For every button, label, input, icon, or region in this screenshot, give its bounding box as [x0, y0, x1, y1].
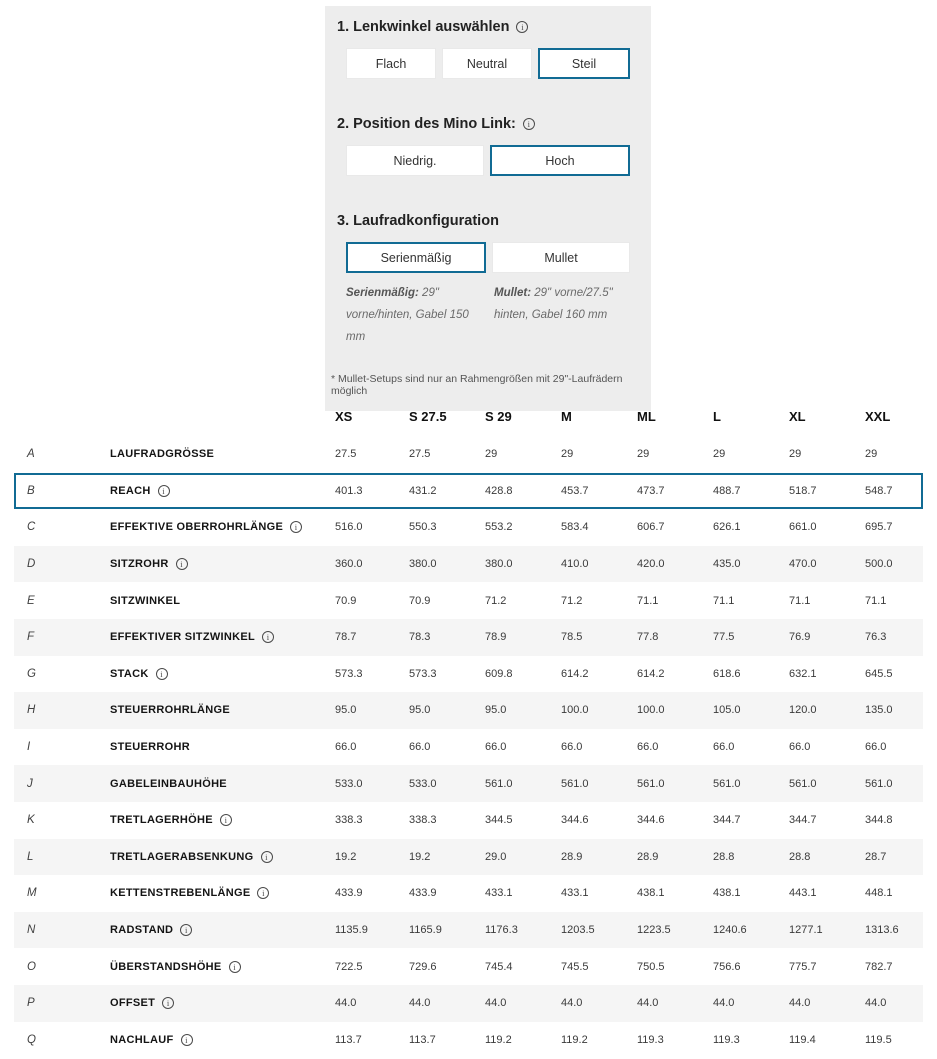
row-letter: O — [27, 960, 36, 973]
geometry-table — [14, 396, 923, 1058]
section-title-text: 1. Lenkwinkel auswählen — [337, 19, 510, 35]
table-row-effektiver-sitzwinkel[interactable] — [14, 619, 923, 656]
cell-value: 29.0 — [485, 850, 507, 863]
cell-value: 28.8 — [789, 850, 811, 863]
row-letter: C — [27, 521, 36, 534]
cell-value: 756.6 — [713, 960, 741, 973]
table-row-laufradgr-sse[interactable] — [14, 436, 923, 473]
cell-value: 470.0 — [789, 558, 817, 571]
cell-value: 119.5 — [865, 1033, 892, 1046]
info-icon[interactable]: i — [220, 814, 232, 826]
info-icon[interactable]: i — [257, 887, 269, 899]
cell-value: 722.5 — [335, 960, 363, 973]
table-row-radstand[interactable] — [14, 912, 923, 949]
option-button-niedrig[interactable]: Niedrig. — [346, 145, 484, 176]
size-column-header-ml: ML — [637, 408, 656, 424]
option-button-hoch[interactable]: Hoch — [490, 145, 630, 176]
cell-value: 29 — [789, 448, 802, 461]
size-column-header-xs: XS — [335, 408, 353, 424]
cell-value: 344.6 — [637, 814, 665, 827]
cell-value: 19.2 — [409, 850, 431, 863]
cell-value: 745.5 — [561, 960, 589, 973]
cell-value: 550.3 — [409, 521, 437, 534]
cell-value: 119.2 — [561, 1033, 588, 1046]
config-section-1 — [325, 19, 651, 79]
cell-value: 614.2 — [561, 667, 589, 680]
row-label — [110, 668, 335, 680]
cell-value: 433.9 — [335, 887, 363, 900]
cell-value: 344.8 — [865, 814, 893, 827]
info-icon[interactable]: i — [229, 961, 241, 973]
cell-value: 606.7 — [637, 521, 665, 534]
cell-value: 645.5 — [865, 667, 893, 680]
cell-value: 71.1 — [713, 594, 735, 607]
row-label — [110, 778, 335, 790]
table-row-gabeleinbauh-he[interactable] — [14, 765, 923, 802]
cell-value: 729.6 — [409, 960, 437, 973]
cell-value: 78.9 — [485, 631, 507, 644]
cell-value: 344.5 — [485, 814, 513, 827]
section-title-text: 2. Position des Mino Link: — [337, 116, 516, 132]
row-label-text: EFFEKTIVE OBERROHRLÄNGE — [110, 521, 284, 534]
option-button-flach[interactable]: Flach — [346, 48, 436, 79]
table-row-kettenstrebenl-nge[interactable] — [14, 875, 923, 912]
table-row-tretlagerh-he[interactable] — [14, 802, 923, 839]
cell-value: 44.0 — [335, 997, 357, 1010]
cell-value: 561.0 — [561, 777, 589, 790]
geometry-config-panel — [325, 6, 651, 411]
size-column-header-xl: XL — [789, 408, 806, 424]
row-letter: I — [27, 741, 31, 754]
cell-value: 44.0 — [561, 997, 583, 1010]
table-row-steuerrohr[interactable] — [14, 729, 923, 766]
table-row-steuerrohrl-nge[interactable] — [14, 692, 923, 729]
cell-value: 338.3 — [409, 814, 437, 827]
option-button-steil[interactable]: Steil — [538, 48, 630, 79]
cell-value: 28.9 — [561, 850, 583, 863]
cell-value: 533.0 — [335, 777, 363, 790]
cell-value: 661.0 — [789, 521, 817, 534]
cell-value: 119.2 — [485, 1033, 512, 1046]
config-section-3 — [325, 213, 651, 348]
row-label — [110, 1034, 335, 1046]
cell-value: 29 — [561, 448, 574, 461]
cell-value: 119.3 — [637, 1033, 664, 1046]
description-lead: Mullet: — [494, 287, 532, 299]
cell-value: 135.0 — [865, 704, 893, 717]
cell-value: 344.7 — [789, 814, 817, 827]
section-title — [337, 19, 637, 35]
row-label — [110, 887, 335, 899]
row-label-text: LAUFRADGRÖSSE — [110, 448, 215, 461]
table-row-offset[interactable] — [14, 985, 923, 1022]
cell-value: 745.4 — [485, 960, 513, 973]
info-icon[interactable]: i — [261, 851, 273, 863]
cell-value: 609.8 — [485, 667, 513, 680]
cell-value: 44.0 — [713, 997, 735, 1010]
info-icon[interactable]: i — [162, 997, 174, 1009]
cell-value: 428.8 — [485, 484, 513, 497]
row-letter: A — [27, 448, 35, 461]
table-row-berstandsh-he[interactable] — [14, 948, 923, 985]
cell-value: 78.7 — [335, 631, 357, 644]
row-letter: P — [27, 997, 35, 1010]
cell-value: 66.0 — [789, 741, 811, 754]
row-label-text: GABELEINBAUHÖHE — [110, 777, 227, 790]
cell-value: 435.0 — [713, 558, 741, 571]
size-column-header-xxl: XXL — [865, 408, 891, 424]
cell-value: 76.9 — [789, 631, 811, 644]
cell-value: 782.7 — [865, 960, 893, 973]
cell-value: 70.9 — [335, 594, 357, 607]
cell-value: 66.0 — [865, 741, 887, 754]
row-label-text: ÜBERSTANDSHÖHE — [110, 960, 222, 973]
cell-value: 19.2 — [335, 850, 357, 863]
row-label — [110, 704, 335, 716]
row-letter: K — [27, 814, 35, 827]
option-button-serienm-ig[interactable]: Serienmäßig — [346, 242, 486, 273]
cell-value: 105.0 — [713, 704, 741, 717]
cell-value: 500.0 — [865, 558, 893, 571]
cell-value: 380.0 — [409, 558, 437, 571]
row-label — [110, 595, 335, 607]
row-label-text: REACH — [110, 484, 151, 497]
cell-value: 27.5 — [335, 448, 357, 461]
cell-value: 344.7 — [713, 814, 741, 827]
cell-value: 29 — [865, 448, 878, 461]
row-label — [110, 814, 335, 826]
table-row-stack[interactable] — [14, 656, 923, 693]
cell-value: 100.0 — [637, 704, 665, 717]
cell-value: 44.0 — [485, 997, 507, 1010]
cell-value: 516.0 — [335, 521, 363, 534]
table-row-reach[interactable] — [14, 473, 923, 510]
row-letter: D — [27, 558, 36, 571]
cell-value: 344.6 — [561, 814, 589, 827]
row-label — [110, 961, 335, 973]
option-group — [346, 48, 630, 79]
cell-value: 28.7 — [865, 850, 887, 863]
cell-value: 66.0 — [713, 741, 735, 754]
row-label-text: OFFSET — [110, 997, 156, 1010]
cell-value: 533.0 — [409, 777, 437, 790]
row-label-text: EFFEKTIVER SITZWINKEL — [110, 631, 256, 644]
cell-value: 1165.9 — [409, 924, 442, 937]
cell-value: 433.1 — [561, 887, 589, 900]
info-icon[interactable]: i — [158, 485, 170, 497]
cell-value: 438.1 — [637, 887, 665, 900]
cell-value: 120.0 — [789, 704, 817, 717]
cell-value: 360.0 — [335, 558, 363, 571]
info-icon[interactable]: i — [523, 118, 535, 130]
cell-value: 473.7 — [637, 484, 665, 497]
table-row-sitzrohr[interactable] — [14, 546, 923, 583]
row-letter: G — [27, 667, 36, 680]
info-icon[interactable]: i — [176, 558, 188, 570]
cell-value: 1223.5 — [637, 924, 671, 937]
cell-value: 95.0 — [485, 704, 507, 717]
cell-value: 27.5 — [409, 448, 431, 461]
option-descriptions — [346, 282, 630, 348]
size-column-header-m: M — [561, 408, 572, 424]
cell-value: 66.0 — [485, 741, 507, 754]
description-lead: Serienmäßig: — [346, 287, 419, 299]
row-label — [110, 448, 335, 460]
cell-value: 29 — [485, 448, 498, 461]
cell-value: 71.2 — [485, 594, 507, 607]
option-description: Serienmäßig: 29" vorne/hinten, Gabel 150 mm — [346, 287, 469, 343]
cell-value: 573.3 — [409, 667, 437, 680]
row-letter: H — [27, 704, 36, 717]
info-icon[interactable]: i — [180, 924, 192, 936]
row-letter: M — [27, 887, 37, 900]
row-label — [110, 558, 335, 570]
cell-value: 626.1 — [713, 521, 741, 534]
cell-value: 95.0 — [409, 704, 431, 717]
cell-value: 488.7 — [713, 484, 741, 497]
table-row-nachlauf[interactable] — [14, 1022, 923, 1059]
cell-value: 453.7 — [561, 484, 589, 497]
row-letter: L — [27, 850, 34, 863]
cell-value: 66.0 — [335, 741, 357, 754]
cell-value: 614.2 — [637, 667, 665, 680]
row-label-text: SITZWINKEL — [110, 594, 181, 607]
cell-value: 431.2 — [409, 484, 437, 497]
section-title — [337, 213, 637, 229]
cell-value: 553.2 — [485, 521, 513, 534]
cell-value: 78.3 — [409, 631, 431, 644]
option-description: Mullet: 29" vorne/27.5" hinten, Gabel 160 mm — [494, 287, 613, 321]
cell-value: 95.0 — [335, 704, 357, 717]
cell-value: 1240.6 — [713, 924, 747, 937]
info-icon[interactable]: i — [290, 521, 302, 533]
row-label — [110, 851, 335, 863]
cell-value: 71.1 — [789, 594, 811, 607]
row-label — [110, 485, 335, 497]
option-button-mullet[interactable]: Mullet — [492, 242, 630, 273]
cell-value: 44.0 — [637, 997, 659, 1010]
size-header-row — [14, 396, 923, 436]
row-label — [110, 521, 335, 533]
info-icon[interactable]: i — [156, 668, 168, 680]
cell-value: 561.0 — [485, 777, 513, 790]
cell-value: 1313.6 — [865, 924, 899, 937]
cell-value: 561.0 — [789, 777, 817, 790]
row-label-text: NACHLAUF — [110, 1033, 174, 1046]
table-row-tretlagerabsenkung[interactable] — [14, 839, 923, 876]
cell-value: 561.0 — [865, 777, 893, 790]
option-button-neutral[interactable]: Neutral — [442, 48, 532, 79]
cell-value: 443.1 — [789, 887, 817, 900]
cell-value: 78.5 — [561, 631, 583, 644]
cell-value: 100.0 — [561, 704, 589, 717]
cell-value: 28.9 — [637, 850, 659, 863]
row-label — [110, 631, 335, 643]
cell-value: 71.2 — [561, 594, 583, 607]
row-letter: N — [27, 924, 36, 937]
mullet-footnote: * Mullet-Setups sind nur an Rahmengrößen mit 29"-Laufrädern möglich — [331, 373, 623, 397]
option-group — [346, 145, 630, 176]
cell-value: 1277.1 — [789, 924, 823, 937]
cell-value: 448.1 — [865, 887, 893, 900]
row-letter: J — [27, 777, 33, 790]
cell-value: 1135.9 — [335, 924, 368, 937]
cell-value: 583.4 — [561, 521, 589, 534]
row-letter: B — [27, 484, 35, 497]
row-label — [110, 997, 335, 1009]
cell-value: 573.3 — [335, 667, 363, 680]
row-label — [110, 741, 335, 753]
row-label-text: SITZROHR — [110, 558, 169, 571]
cell-value: 66.0 — [561, 741, 583, 754]
config-section-2 — [325, 116, 651, 176]
info-icon[interactable]: i — [262, 631, 274, 643]
section-title-text: 3. Laufradkonfiguration — [337, 213, 499, 229]
cell-value: 695.7 — [865, 521, 893, 534]
cell-value: 28.8 — [713, 850, 735, 863]
cell-value: 71.1 — [637, 594, 659, 607]
cell-value: 380.0 — [485, 558, 513, 571]
cell-value: 401.3 — [335, 484, 363, 497]
row-label-text: KETTENSTREBENLÄNGE — [110, 887, 251, 900]
row-label-text: RADSTAND — [110, 924, 174, 937]
size-column-header-l: L — [713, 408, 721, 424]
table-row-effektive-oberrohrl-nge[interactable] — [14, 509, 923, 546]
cell-value: 410.0 — [561, 558, 589, 571]
cell-value: 76.3 — [865, 631, 887, 644]
cell-value: 66.0 — [637, 741, 659, 754]
cell-value: 433.1 — [485, 887, 513, 900]
row-letter: E — [27, 594, 35, 607]
row-label-text: STEUERROHR — [110, 741, 191, 754]
cell-value: 433.9 — [409, 887, 437, 900]
row-label-text: TRETLAGERABSENKUNG — [110, 850, 254, 863]
cell-value: 561.0 — [713, 777, 741, 790]
cell-value: 113.7 — [409, 1033, 436, 1046]
section-title — [337, 116, 637, 132]
cell-value: 438.1 — [713, 887, 741, 900]
size-column-header-s-27-5: S 27.5 — [409, 408, 447, 424]
size-column-header-s-29: S 29 — [485, 408, 512, 424]
row-letter: F — [27, 631, 35, 644]
cell-value: 1176.3 — [485, 924, 518, 937]
cell-value: 44.0 — [865, 997, 887, 1010]
cell-value: 420.0 — [637, 558, 665, 571]
cell-value: 77.5 — [713, 631, 735, 644]
cell-value: 70.9 — [409, 594, 431, 607]
cell-value: 750.5 — [637, 960, 665, 973]
cell-value: 548.7 — [865, 484, 893, 497]
cell-value: 44.0 — [409, 997, 431, 1010]
info-icon[interactable]: i — [181, 1034, 193, 1046]
cell-value: 113.7 — [335, 1033, 362, 1046]
cell-value: 632.1 — [789, 667, 817, 680]
cell-value: 29 — [713, 448, 726, 461]
cell-value: 66.0 — [409, 741, 431, 754]
cell-value: 1203.5 — [561, 924, 595, 937]
row-letter: Q — [27, 1033, 36, 1046]
cell-value: 518.7 — [789, 484, 817, 497]
cell-value: 618.6 — [713, 667, 741, 680]
cell-value: 119.4 — [789, 1033, 816, 1046]
option-group — [346, 242, 630, 273]
row-label — [110, 924, 335, 936]
row-label-text: TRETLAGERHÖHE — [110, 814, 213, 827]
row-label-text: STACK — [110, 667, 149, 680]
info-icon[interactable]: i — [516, 21, 528, 33]
cell-value: 71.1 — [865, 594, 887, 607]
cell-value: 119.3 — [713, 1033, 740, 1046]
cell-value: 77.8 — [637, 631, 659, 644]
cell-value: 338.3 — [335, 814, 363, 827]
table-row-sitzwinkel[interactable] — [14, 582, 923, 619]
row-label-text: STEUERROHRLÄNGE — [110, 704, 231, 717]
cell-value: 29 — [637, 448, 650, 461]
cell-value: 775.7 — [789, 960, 817, 973]
cell-value: 561.0 — [637, 777, 665, 790]
cell-value: 44.0 — [789, 997, 811, 1010]
